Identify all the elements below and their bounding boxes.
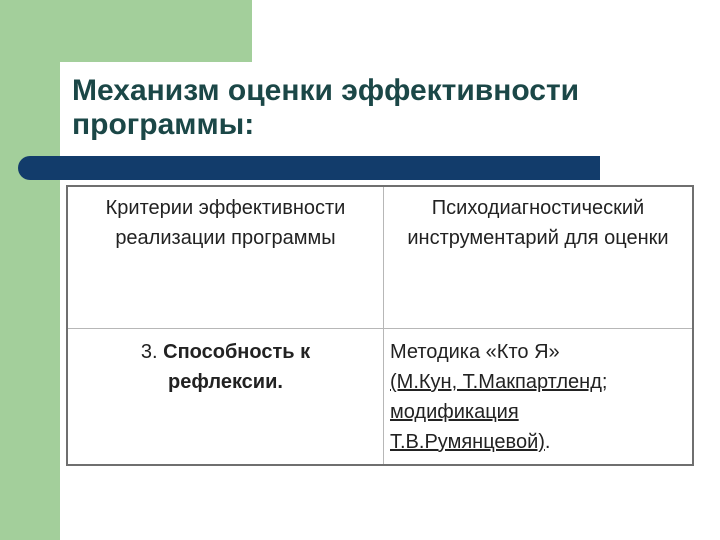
criterion-text: Способность к рефлексии. xyxy=(163,341,311,393)
table-row xyxy=(67,329,693,466)
method-intro: Методика «Кто Я» xyxy=(390,341,560,363)
green-side-bar xyxy=(0,0,60,540)
method-source: (М.Кун, Т.Макпартленд; модификация Т.В.Румянцевой) xyxy=(390,371,608,453)
evaluation-table xyxy=(66,185,694,466)
green-corner-block xyxy=(60,0,252,62)
table-header-row xyxy=(67,186,693,329)
header-criteria: Критерии эффективности реализации программы xyxy=(67,186,384,329)
criterion-cell xyxy=(67,329,384,466)
slide-title: Механизм оценки эффективности программы: xyxy=(72,74,580,141)
title-divider-bar xyxy=(18,156,600,180)
method-cell xyxy=(384,329,694,466)
criterion-number: 3. xyxy=(140,341,158,363)
header-instruments: Психодиагностический инструментарий для оценки xyxy=(384,186,694,329)
method-end: . xyxy=(544,431,551,453)
